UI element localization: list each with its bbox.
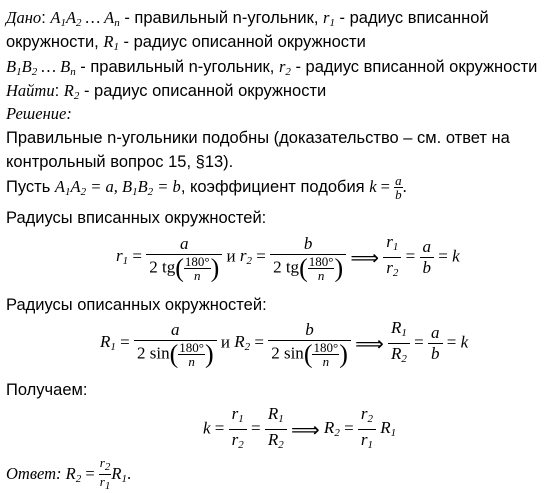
let-text: Пусть: [6, 177, 55, 196]
circumscribed-heading: Радиусы описанных окружностей:: [6, 296, 267, 314]
given-text: - радиус вписанной окружности: [290, 58, 538, 76]
given-text: - радиус описанной окружности: [118, 33, 366, 51]
find-label: Найти: [6, 81, 55, 100]
given-line-3: $B_1B_2$ … $B_n$ - правильный n-угольник, $r_2$ - радиус вписанной окружности: [6, 57, 538, 78]
given-text: окружности,: [6, 33, 104, 51]
circumscribed-formula: $R_1$ = a 2 sin( $\frac{180^\circ}{n}$ ) и $R_2$ = b 2 sin( $\frac{180^\circ}{n}$ ) ⟹ $\frac{R_1}{R_2}$ = $\frac{a}{b}$ = k: [100, 318, 469, 369]
inscribed-heading: Радиусы вписанных окружностей:: [6, 209, 267, 227]
result-formula: k = $\frac{r_1}{r_2}$ = $\frac{R_1}{R_2}$ ⟹ $R_2$ = $\frac{r_2}{r_1}$ $R_1$: [203, 404, 397, 451]
polygon-2-math: $B_1B_2$ … $B_n$: [6, 57, 76, 78]
let-text: , коэффициент подобия: [180, 177, 370, 196]
let-line: Пусть $A_1A_2 = a$, $B_1B_2 = b$, коэффициент подобия k = $\frac{a}{b}$ .: [6, 173, 407, 202]
and-word: и: [226, 246, 236, 266]
solution-label: Решение: [6, 104, 67, 123]
obtain-heading: Получаем:: [6, 381, 88, 399]
given-text: - радиус вписанной: [334, 9, 489, 27]
answer-label: Ответ: [6, 463, 57, 483]
given-text: - правильный n-угольник,: [119, 9, 324, 27]
and-word: и: [220, 332, 230, 352]
solution-heading: Решение:: [6, 104, 72, 123]
inscribed-formula: $r_1$ = a 2 tg( $\frac{180^\circ}{n}$ ) и $r_2$ = b 2 tg( $\frac{180^\circ}{n}$ ) ⟹ $\frac{r_1}{r_2}$ = $\frac{a}{b}$ = k: [116, 232, 460, 283]
solution-paragraph-1: Правильные n-угольники подобны (доказательство – см. ответ на: [6, 129, 510, 147]
answer-line: Ответ: $R_2$ = $\frac{r_2}{r_1}$ $R_1$.: [6, 455, 132, 492]
given-label: Дано: [6, 8, 42, 27]
find-line: Найти: $R_2$ - радиус описанной окружности: [6, 81, 327, 102]
given-text: - правильный n-угольник,: [75, 58, 279, 76]
solution-paragraph-2: контрольный вопрос 15, §13).: [6, 153, 234, 171]
given-line-2: окружности, $R_1$ - радиус описанной окружности: [6, 32, 366, 53]
given-line-1: Дано: $A_1A_2$ … $A_n$ - правильный n-угольник, $r_1$ - радиус вписанной: [6, 8, 489, 29]
polygon-1-math: $A_1A_2$ … $A_n$: [50, 8, 120, 29]
find-text: - радиус описанной окружности: [79, 82, 327, 100]
